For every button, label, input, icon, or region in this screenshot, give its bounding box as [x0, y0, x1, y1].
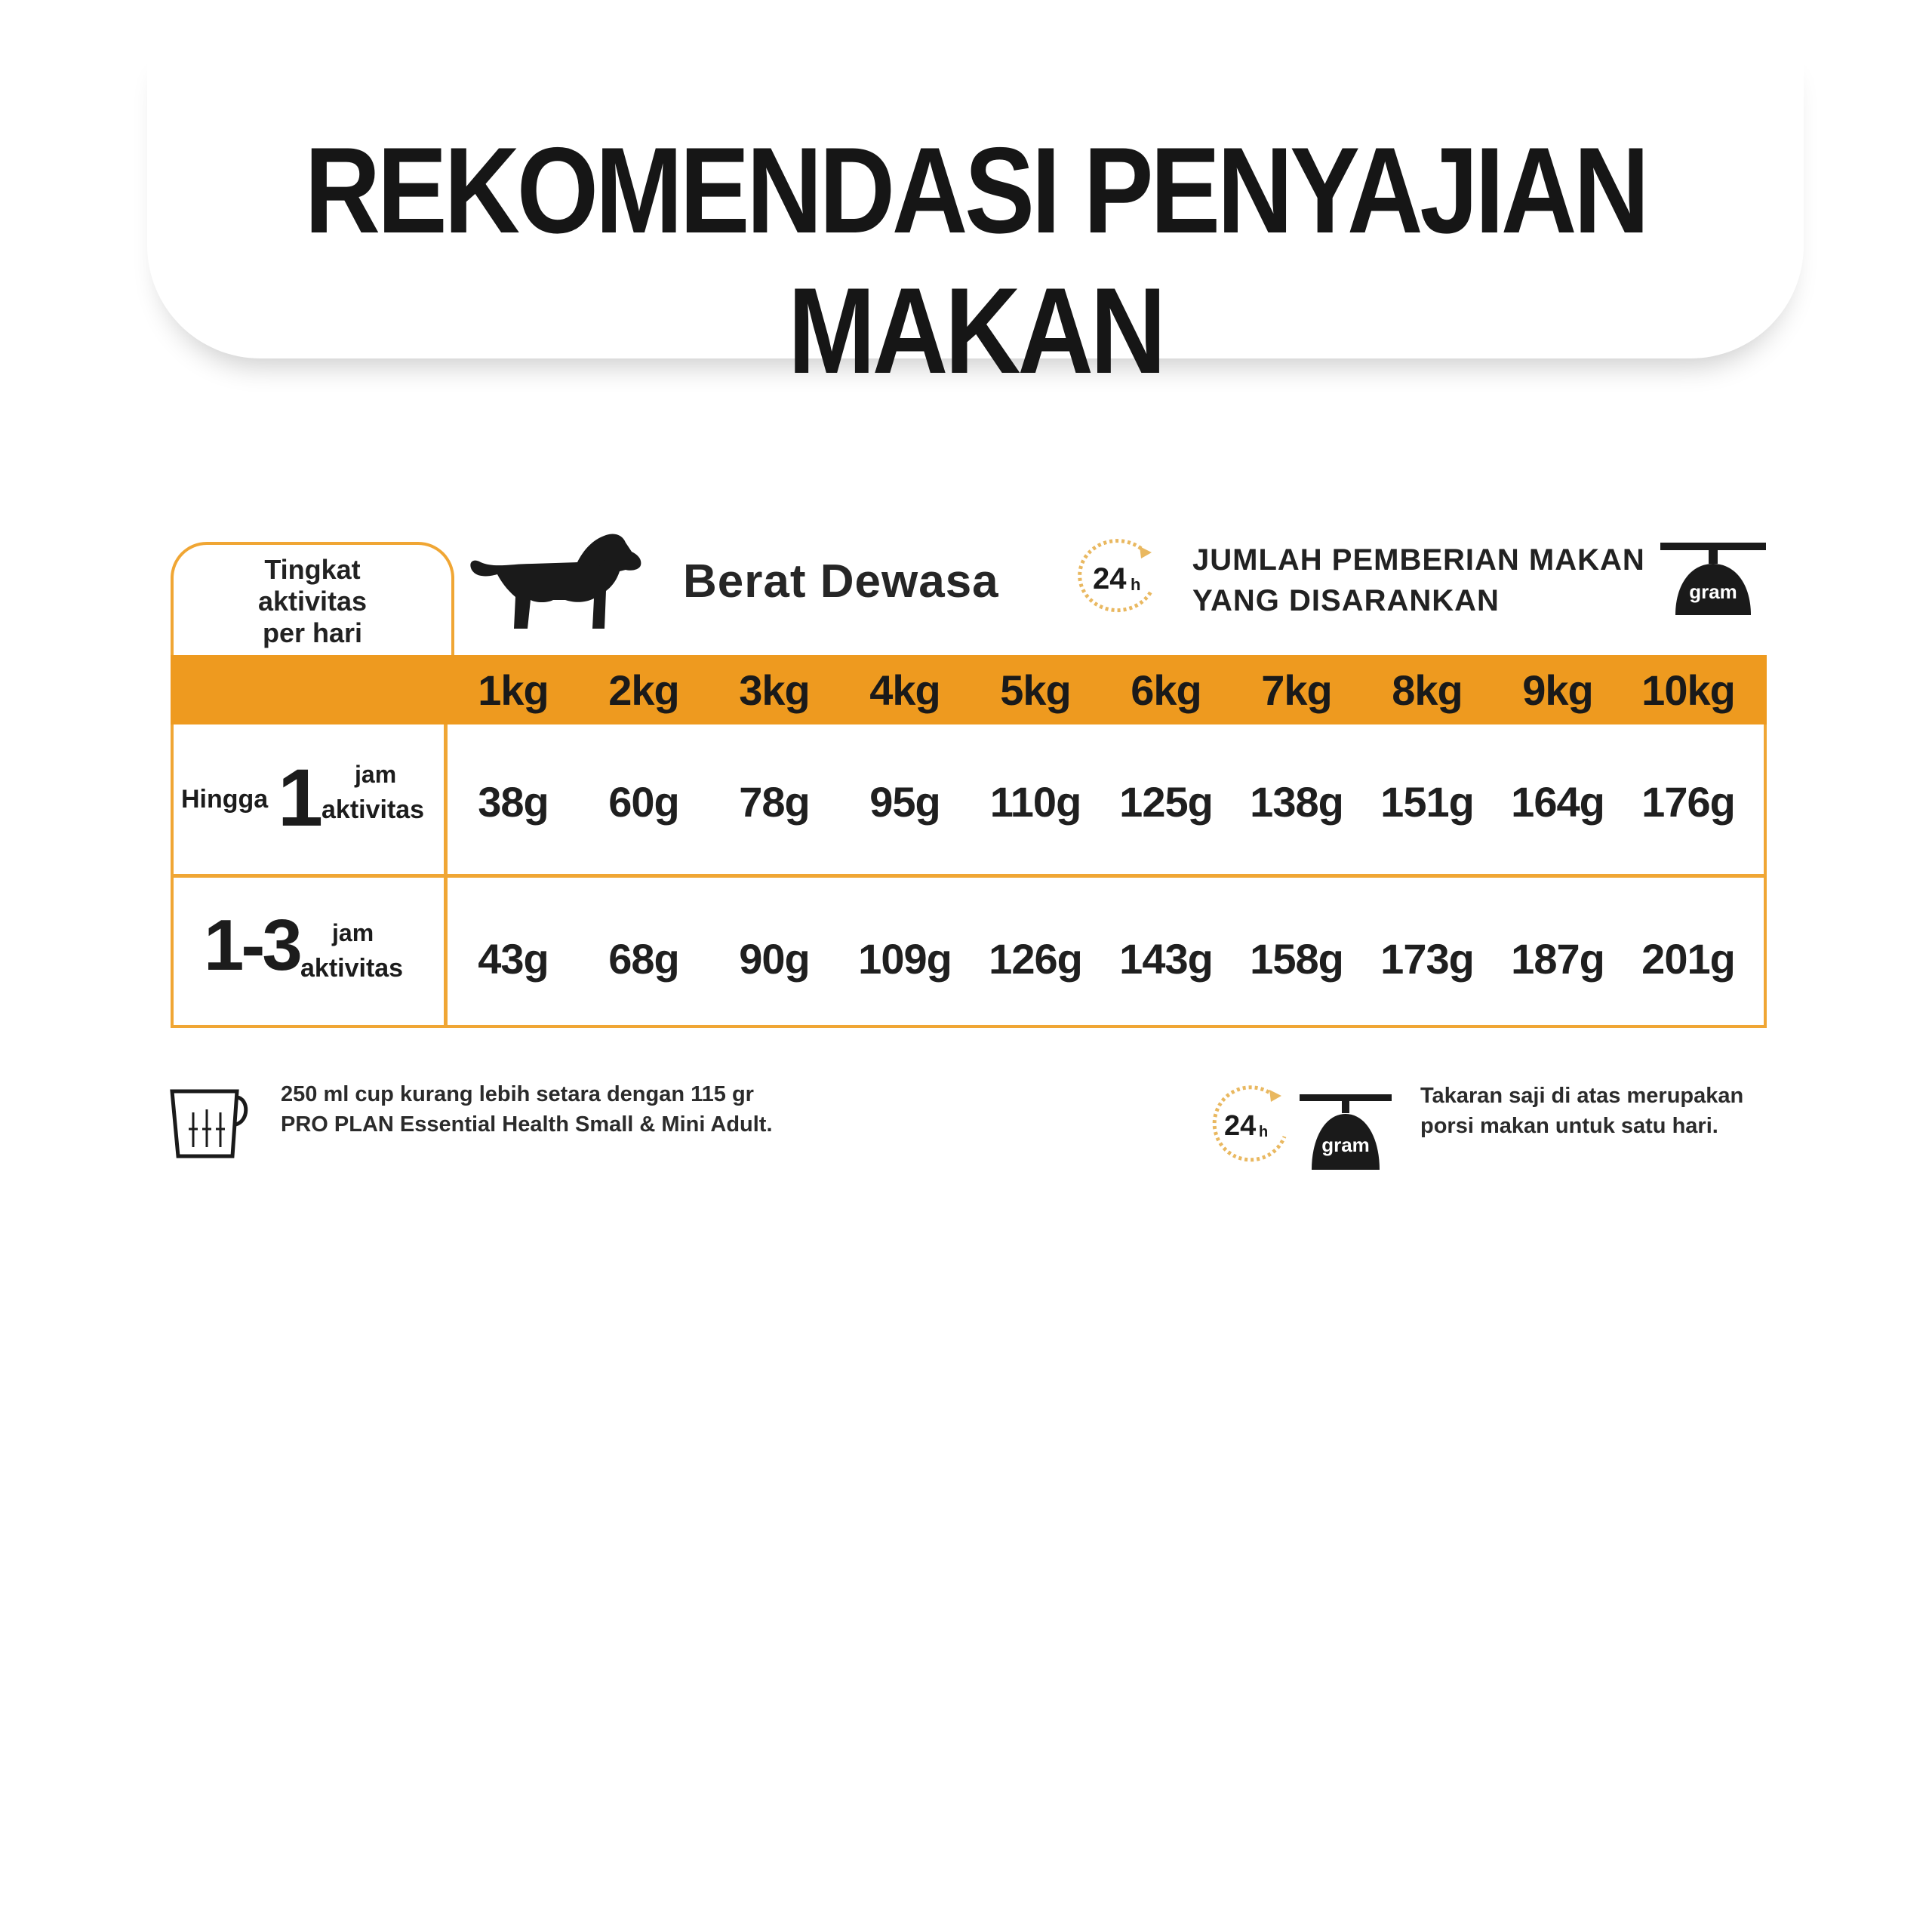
- row-label-jam: jam: [355, 761, 397, 788]
- table-cell: 138g: [1250, 778, 1343, 826]
- table-cell: 95g: [869, 778, 940, 826]
- column-header: 5kg: [1000, 666, 1071, 714]
- table-cell: 143g: [1119, 935, 1213, 983]
- table-cell: 78g: [739, 778, 810, 826]
- activity-header-line: per hari: [262, 617, 363, 648]
- table-cell: 60g: [608, 778, 679, 826]
- activity-header: [171, 542, 454, 658]
- dog-icon: [464, 525, 645, 638]
- activity-header-line: aktivitas: [257, 586, 368, 617]
- row-label-jam: jam: [332, 919, 374, 946]
- scale-icon: [1660, 540, 1766, 623]
- clock-24h-icon-small: [1206, 1079, 1297, 1170]
- clock-unit: h: [1131, 575, 1141, 594]
- activity-header-line: Tingkat: [264, 554, 361, 585]
- table-cell: 109g: [858, 935, 952, 983]
- scale-label: gram: [1689, 580, 1737, 603]
- table-cell: 176g: [1641, 778, 1735, 826]
- table-cell: 90g: [739, 935, 810, 983]
- row-label-hours: 1-3: [204, 905, 300, 986]
- column-header: 1kg: [478, 666, 549, 714]
- table-cell: 164g: [1511, 778, 1604, 826]
- recommendation-line: YANG DISARANKAN: [1192, 584, 1500, 617]
- cup-note-line: PRO PLAN Essential Health Small & Mini Adult.: [281, 1112, 773, 1137]
- recommendation-label: [1192, 540, 1645, 621]
- serving-note-line: porsi makan untuk satu hari.: [1420, 1114, 1718, 1138]
- page-title: REKOMENDASI PENYAJIAN MAKAN: [304, 122, 1647, 399]
- table-cell: 126g: [989, 935, 1082, 983]
- table-cell: 201g: [1641, 935, 1735, 983]
- serving-note-line: Takaran saji di atas merupakan: [1420, 1084, 1744, 1108]
- column-header: 2kg: [608, 666, 679, 714]
- serving-note: [1420, 1081, 1743, 1141]
- clock-number: 24: [1093, 562, 1127, 595]
- column-header: 7kg: [1261, 666, 1332, 714]
- column-header: 6kg: [1131, 666, 1201, 714]
- clock-24h-icon: [1070, 537, 1168, 620]
- column-header: 8kg: [1392, 666, 1463, 714]
- row-label-aktivitas: aktivitas: [321, 795, 425, 824]
- cup-note-line: 250 ml cup kurang lebih setara dengan 115 gr: [281, 1082, 754, 1106]
- column-header: 9kg: [1522, 666, 1593, 714]
- row-label-2: [204, 904, 445, 995]
- row-label-aktivitas: aktivitas: [300, 954, 404, 983]
- table-cell: 43g: [478, 935, 549, 983]
- clock-number: 24: [1224, 1110, 1257, 1142]
- table-cell: 68g: [608, 935, 679, 983]
- scale-label: gram: [1321, 1134, 1370, 1156]
- table-cell: 173g: [1380, 935, 1474, 983]
- column-header: 4kg: [869, 666, 940, 714]
- cup-note: [281, 1079, 773, 1140]
- table-cell: 158g: [1250, 935, 1343, 983]
- row-label-1: [181, 752, 438, 843]
- measuring-cup-icon: [168, 1087, 252, 1161]
- row-label-hours: 1: [278, 752, 324, 843]
- row-label-prefix: Hingga: [181, 785, 269, 814]
- column-header: 10kg: [1641, 666, 1735, 714]
- table-cell: 151g: [1380, 778, 1474, 826]
- table-cell: 110g: [989, 778, 1081, 826]
- column-header: 3kg: [739, 666, 810, 714]
- table-cell: 125g: [1119, 778, 1213, 826]
- table-cell: 187g: [1511, 935, 1604, 983]
- clock-unit: h: [1259, 1124, 1269, 1140]
- table-cell: 38g: [478, 778, 549, 826]
- recommendation-line: JUMLAH PEMBERIAN MAKAN: [1192, 543, 1645, 577]
- scale-icon-small: [1300, 1091, 1392, 1174]
- table-row-divider: [171, 874, 1767, 878]
- weight-label: Berat Dewasa: [683, 555, 999, 608]
